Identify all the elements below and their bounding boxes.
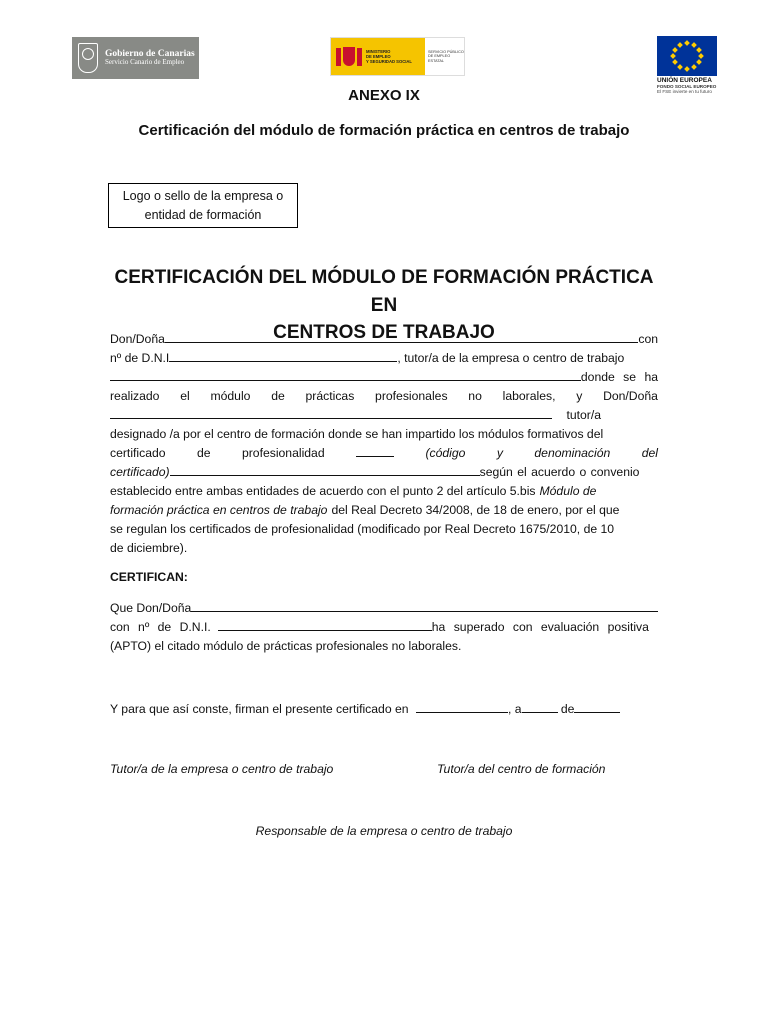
closing-statement bbox=[110, 700, 620, 716]
body-text: Don/Doña bbox=[603, 389, 658, 403]
body-text: del Real Decreto 34/2008, de 18 de enero, por el que bbox=[331, 503, 620, 517]
body-text: con nº de D.N.I. bbox=[110, 620, 211, 634]
ministerio-empleo-logo bbox=[330, 37, 465, 76]
body-text: denominación bbox=[534, 446, 611, 460]
body-text: ha superado con evaluación positiva bbox=[431, 620, 649, 634]
signature-tutor-formacion: Tutor/a del centro de formación bbox=[437, 762, 606, 776]
body-text: y bbox=[576, 389, 583, 403]
closing-sep-de: de bbox=[560, 702, 575, 716]
stamp-box-line2: entidad de formación bbox=[144, 207, 262, 222]
body-text: prácticas bbox=[305, 389, 355, 403]
body-text: profesionales bbox=[375, 389, 448, 403]
document-subtitle: Certificación del módulo de formación práctica en centros de trabajo bbox=[138, 122, 630, 139]
company-blank-field[interactable] bbox=[110, 368, 581, 381]
body-text: de diciembre). bbox=[110, 541, 188, 555]
logo-stamp-box bbox=[108, 183, 298, 228]
body-paragraph bbox=[110, 330, 658, 558]
ue-line1: UNIÓN EUROPEA bbox=[657, 77, 712, 84]
body-text: certificado bbox=[110, 446, 166, 460]
day-blank-field[interactable] bbox=[522, 700, 558, 713]
body-text: nº de D.N.I bbox=[110, 351, 170, 365]
ministerio-line2: DE EMPLEO bbox=[366, 53, 391, 59]
signature-responsable: Responsable de la empresa o centro de trabajo bbox=[255, 824, 513, 838]
body-text: con bbox=[638, 332, 658, 346]
sepe-line2: DE EMPLEO ESTATAL bbox=[428, 54, 451, 63]
name-blank-field[interactable] bbox=[165, 330, 638, 343]
body-text: no bbox=[468, 389, 482, 403]
code-blank-field[interactable] bbox=[356, 444, 394, 457]
dni-blank-field[interactable] bbox=[169, 349, 397, 362]
body-text: se regulan los certificados de profesionalidad (modificado por Real Decreto 1675/2010, de 10 bbox=[110, 522, 615, 536]
gobierno-canarias-logo bbox=[72, 37, 199, 79]
student-dni-blank-field[interactable] bbox=[218, 618, 432, 631]
canarias-shield-icon bbox=[78, 43, 98, 73]
spain-coat-of-arms-icon bbox=[336, 44, 362, 70]
student-name-blank-field[interactable] bbox=[191, 599, 658, 612]
canarias-logo-line1: Gobierno de Canarias bbox=[105, 48, 195, 59]
body-text: realizado bbox=[110, 389, 160, 403]
place-blank-field[interactable] bbox=[416, 700, 508, 713]
ue-line2: FONDO SOCIAL EUROPEO bbox=[657, 84, 717, 89]
body-text: donde se ha bbox=[580, 370, 658, 384]
body-text: Módulo de bbox=[539, 484, 597, 498]
body-text: el bbox=[180, 389, 190, 403]
stamp-box-line1: Logo o sello de la empresa o bbox=[122, 188, 284, 203]
ue-line3: El FSE invierte en tu futuro bbox=[657, 89, 712, 94]
body-text: profesionalidad bbox=[241, 446, 325, 460]
closing-text: Y para que así conste, firman el presente certificado en bbox=[110, 702, 409, 716]
body-text: tutor/a bbox=[566, 408, 601, 422]
body-text: certificado) bbox=[110, 465, 170, 479]
canarias-logo-line2: Servicio Canario de Empleo bbox=[105, 58, 185, 67]
body-text: módulo bbox=[210, 389, 251, 403]
body-text: según el acuerdo o convenio bbox=[479, 465, 640, 479]
eu-flag-icon bbox=[657, 36, 717, 76]
body-text: establecido entre ambas entidades de acuerdo con el punto 2 del artículo 5.bis bbox=[110, 484, 536, 498]
body-text: laborales, bbox=[502, 389, 556, 403]
body-text: de bbox=[271, 389, 285, 403]
anexo-heading: ANEXO IX bbox=[348, 87, 420, 104]
certifican-heading: CERTIFICAN: bbox=[110, 570, 188, 584]
tutor-name-blank-field[interactable] bbox=[110, 406, 552, 419]
certifican-paragraph bbox=[110, 599, 658, 656]
body-text: (APTO) el citado módulo de prácticas profesionales no laborales. bbox=[110, 639, 462, 653]
month-blank-field[interactable] bbox=[574, 700, 620, 713]
signature-tutor-empresa: Tutor/a de la empresa o centro de trabajo bbox=[110, 762, 334, 776]
closing-sep-a: , a bbox=[507, 702, 522, 716]
sepe-line1: SERVICIO PÚBLICO bbox=[428, 49, 464, 54]
body-text: formación práctica en centros de trabajo bbox=[110, 503, 328, 517]
ministerio-line3: Y SEGURIDAD SOCIAL bbox=[366, 59, 412, 65]
body-text: (código bbox=[425, 446, 466, 460]
body-text: del bbox=[641, 446, 658, 460]
body-text: Que Don/Doña bbox=[110, 601, 192, 615]
body-text: de bbox=[196, 446, 211, 460]
certificate-title-line2: CENTROS DE TRABAJO bbox=[273, 322, 495, 344]
body-text: Don/Doña bbox=[110, 332, 165, 346]
ministerio-line1: MINISTERIO bbox=[366, 48, 391, 54]
body-text: y bbox=[496, 446, 503, 460]
certificate-title-line1: CERTIFICACIÓN DEL MÓDULO DE FORMACIÓN PRÁCTICA EN bbox=[114, 267, 654, 316]
body-text: , tutor/a de la empresa o centro de trabajo bbox=[397, 351, 625, 365]
certificate-name-blank-field[interactable] bbox=[170, 463, 480, 476]
body-text: designado /a por el centro de formación donde se han impartido los módulos formativos del bbox=[110, 427, 604, 441]
